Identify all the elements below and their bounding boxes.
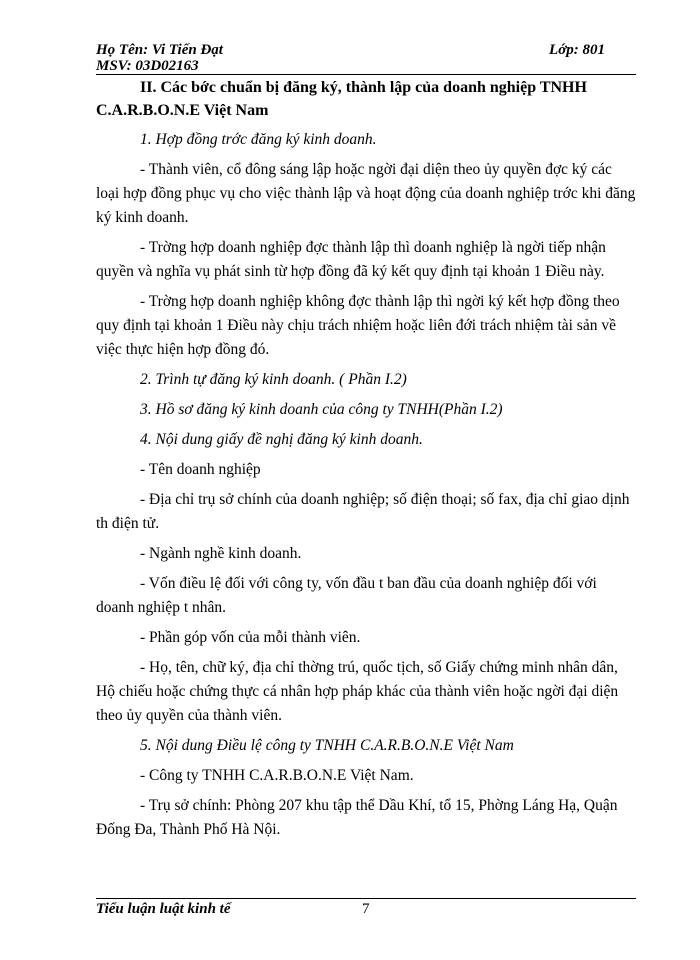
header-student-name: Họ Tên: Vi Tiến Đạt	[96, 42, 223, 58]
paragraph-2: - Trờng hợp doanh nghiệp đợc thành lập thì doanh nghiệp là ngời tiếp nhận quyền và nghĩa vụ phát sinh từ hợp đồng đã ký kết quy định tại khoản 1 Điều này.	[96, 239, 606, 280]
paragraph-9: - Họ, tên, chữ ký, địa chỉ thờng trú, quốc tịch, số Giấy chứng minh nhân dân, Hộ chiếu hoặc chứng thực cá nhân hợp pháp khác của thành viên hoặc ngời đại diện theo ủy quyền của thành viên.	[96, 659, 619, 724]
footer-title: Tiểu luận luật kinh tế	[96, 901, 231, 917]
subheading-4: 4. Nội dung giấy đề nghị đăng ký kinh doanh.	[140, 431, 423, 448]
footer-divider	[96, 898, 636, 899]
subheading-3: 3. Hồ sơ đăng ký kinh doanh của công ty TNHH(Phần I.2)	[140, 401, 503, 418]
paragraph-3: - Trờng hợp doanh nghiệp không đợc thành lập thì ngời ký kết hợp đồng theo quy định tại khoản 1 Điều này chịu trách nhiệm hoặc liên đới trách nhiệm tài sản về việc thực hiện hợp đồng đó.	[96, 293, 620, 358]
paragraph-4: - Tên doanh nghiệp	[140, 461, 261, 478]
subheading-5: 5. Nội dung Điều lệ công ty TNHH C.A.R.B.O.N.E Việt Nam	[140, 737, 514, 754]
paragraph-1: - Thành viên, cổ đông sáng lập hoặc ngời đại diện theo ủy quyền đợc ký các loại hợp đồng phục vụ cho việc thành lập và hoạt động của doanh nghiệp trớc khi đăng ký kinh doanh.	[96, 161, 636, 226]
header-student-id: MSV: 03D02163	[96, 58, 199, 74]
paragraph-8: - Phần góp vốn của mỗi thành viên.	[140, 629, 361, 646]
header-divider	[96, 74, 636, 75]
section-title: II. Các bớc chuẩn bị đăng ký, thành lập của doanh nghiệp TNHH C.A.R.B.O.N.E Việt Nam	[96, 79, 587, 119]
header-class: Lớp: 801	[549, 42, 605, 58]
paragraph-11: - Trụ sở chính: Phòng 207 khu tập thể Dầu Khí, tổ 15, Phờng Láng Hạ, Quận Đống Đa, Thành Phố Hà Nội.	[96, 797, 618, 838]
paragraph-6: - Ngành nghề kinh doanh.	[140, 545, 302, 562]
document-body	[96, 76, 638, 848]
paragraph-5: - Địa chỉ trụ sở chính của doanh nghiệp; số điện thoại; số fax, địa chỉ giao dịnh th điện tử.	[96, 491, 630, 532]
paragraph-10: - Công ty TNHH C.A.R.B.O.N.E Việt Nam.	[140, 767, 414, 784]
paragraph-7: - Vốn điều lệ đối với công ty, vốn đầu t ban đầu của doanh nghiệp đối với doanh nghiệp t nhân.	[96, 575, 597, 616]
page-number: 7	[362, 901, 370, 917]
subheading-1: 1. Hợp đồng trớc đăng ký kinh doanh.	[140, 131, 377, 148]
subheading-2: 2. Trình tự đăng ký kinh doanh. ( Phần I.2)	[140, 371, 407, 388]
